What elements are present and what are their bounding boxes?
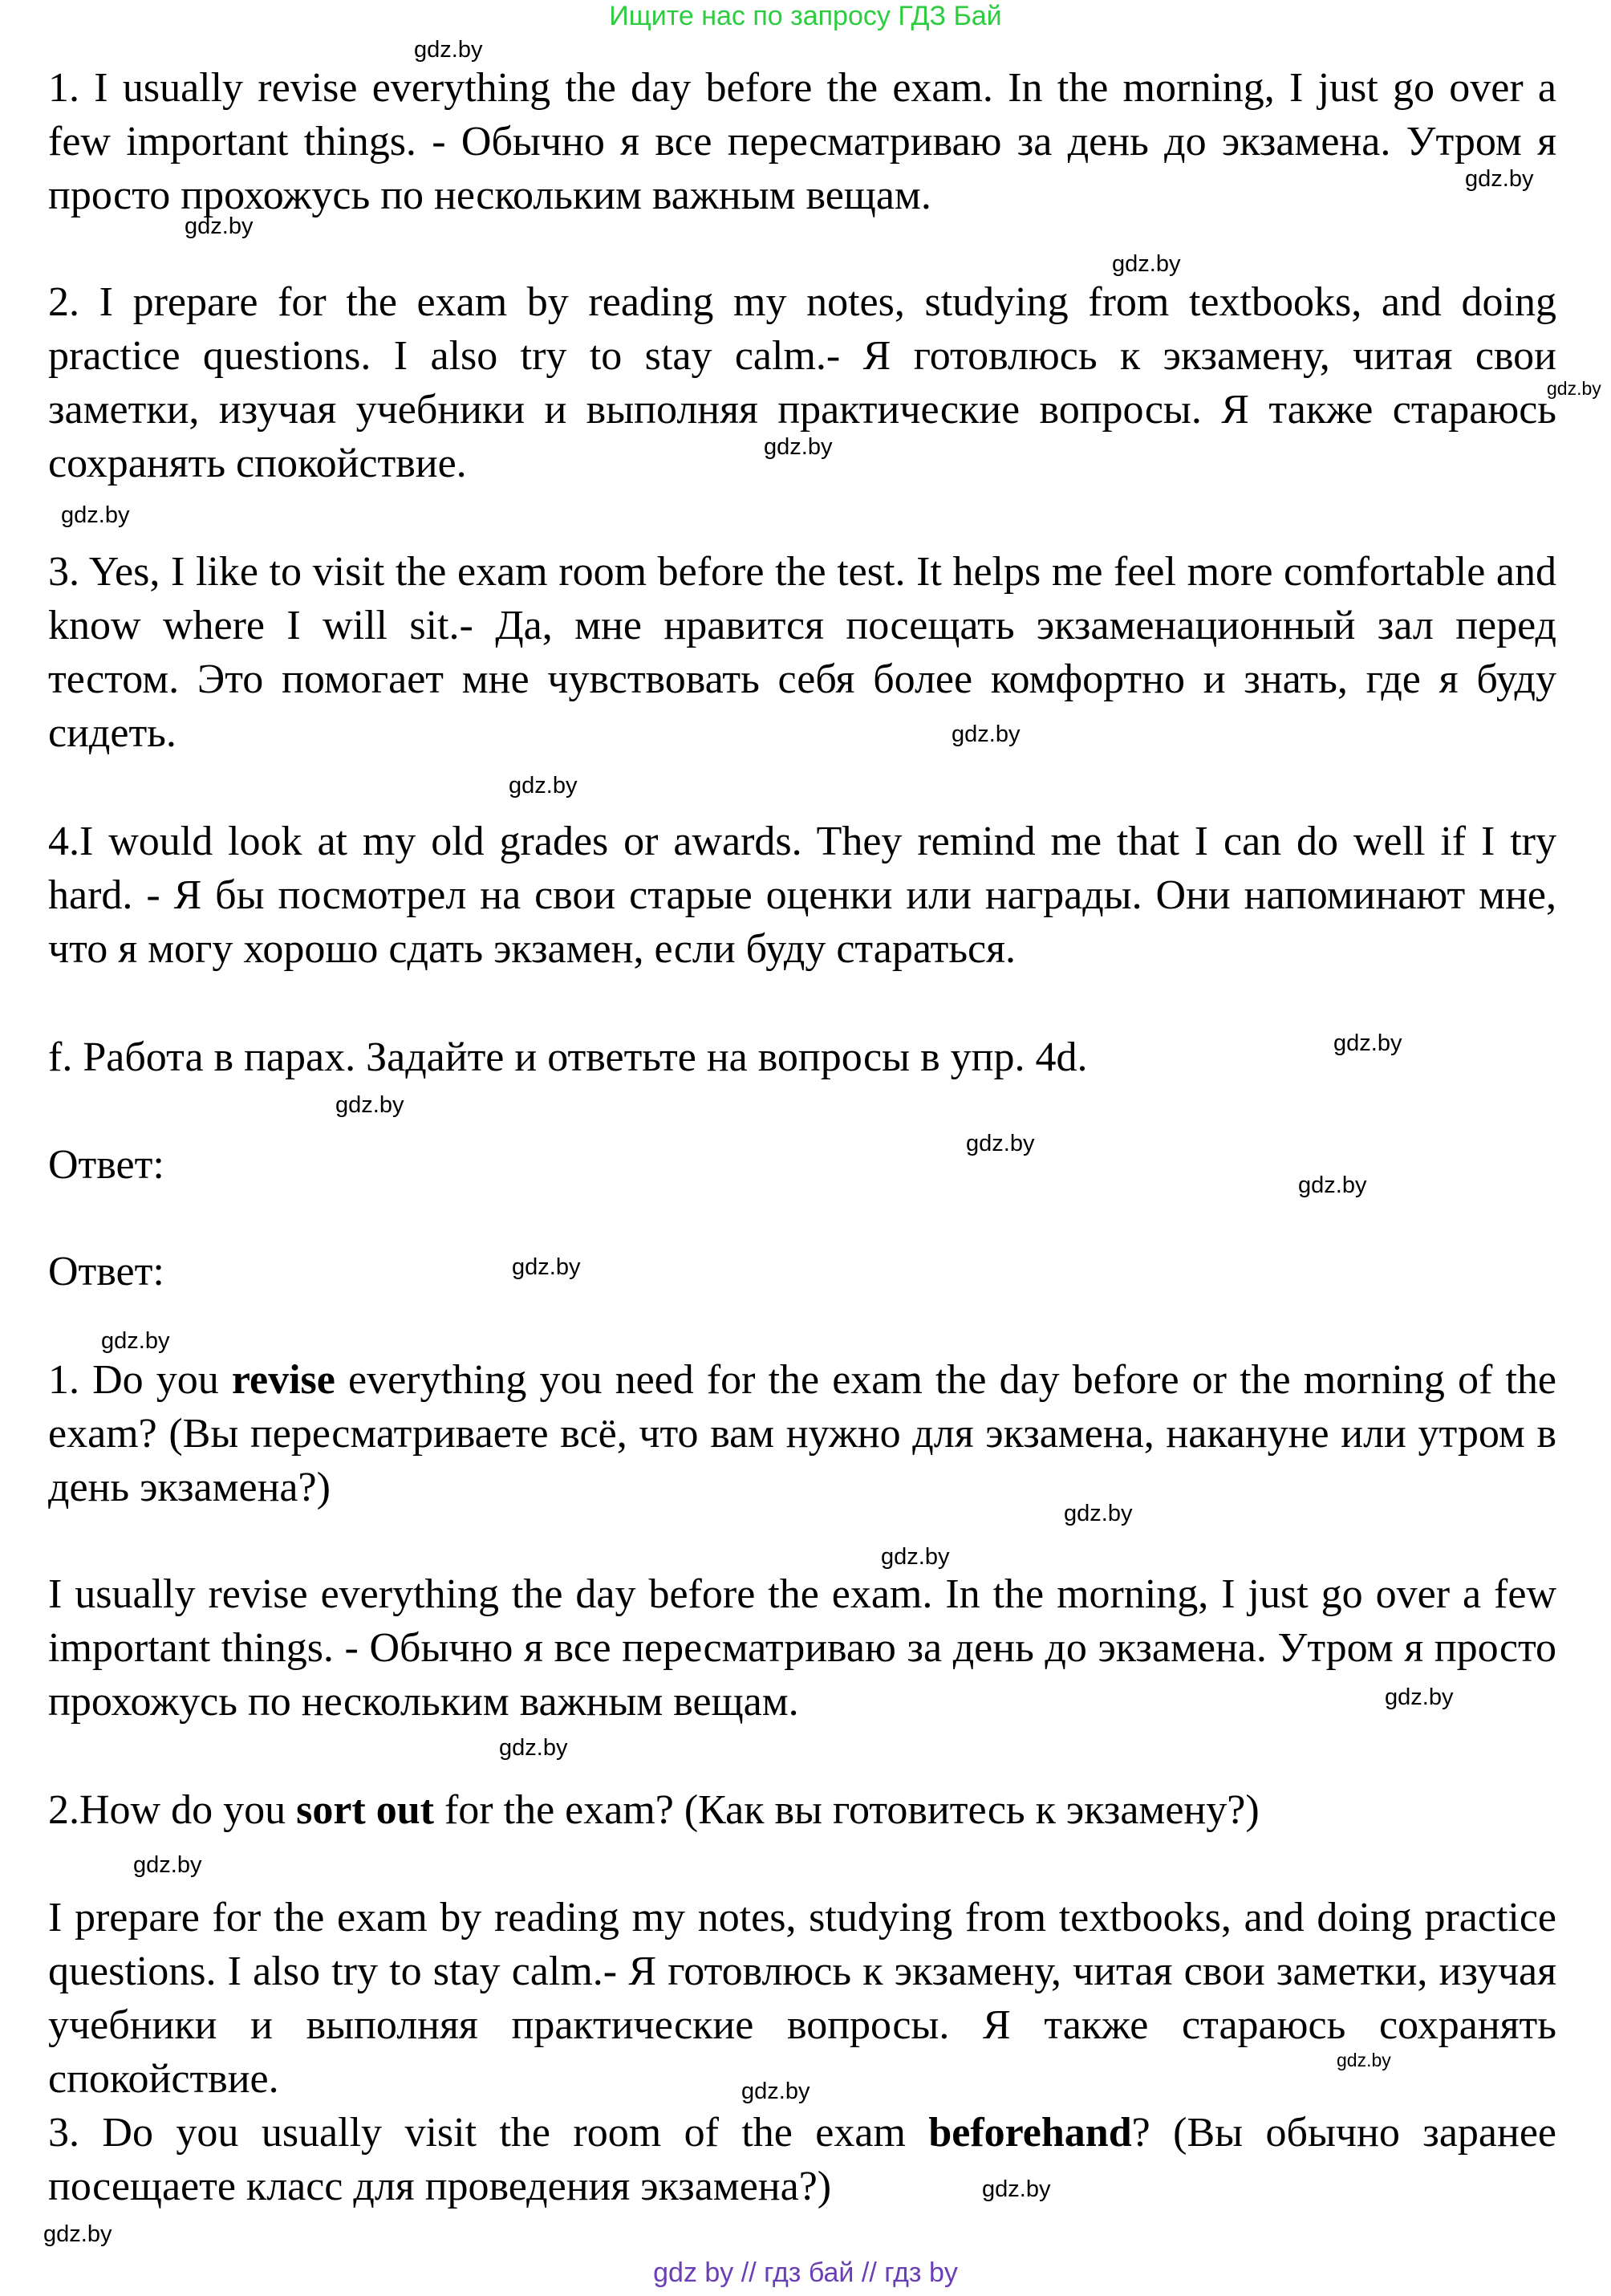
answer-paragraph-2: 2. I prepare for the exam by reading my notes, studying from textbooks, and doing practice questions. I also try to stay calm.- Я готовлюсь к экзамену, читая свои заметки, изучая учебники и выполняя практические вопросы. Я также стараюсь сохранять спокойствие.: [48, 279, 1556, 486]
question-text: 2.How do you: [48, 1787, 297, 1833]
watermark: gdz.by: [1547, 378, 1601, 399]
watermark: gdz.by: [881, 1544, 950, 1570]
watermark: gdz.by: [512, 1254, 581, 1280]
answer-paragraph-1: 1. I usually revise everything the day before the exam. In the morning, I just go over a few important things. - Обычно я все пересматриваю за день до экзамена. Утром я просто прохожусь по нескольким важным вещам.: [48, 65, 1556, 218]
watermark: gdz.by: [952, 721, 1021, 747]
watermark: gdz.by: [43, 2221, 112, 2247]
task-f-heading: f. Работа в парах. Задайте и ответьте на вопросы в упр. 4d.: [48, 1034, 1088, 1080]
question-1: [48, 1353, 1556, 1514]
answer-1: I usually revise everything the day before the exam. In the morning, I just go over a few important things. - Обычно я все пересматриваю за день до экзамена. Утром я просто прохожусь по нескольким важным вещам.: [48, 1571, 1556, 1725]
watermark: gdz.by: [1465, 166, 1534, 192]
watermark: gdz.by: [1337, 2050, 1391, 2070]
question-text: 3. Do you usually visit the room of the exam: [48, 2110, 929, 2156]
answer-2: I prepare for the exam by reading my notes, studying from textbooks, and doing practice questions. I also try to stay calm.- Я готовлюсь к экзамену, читая свои заметки, изучая учебники и выполняя практические вопросы. Я также стараюсь сохранять спокойствие.: [48, 1895, 1556, 2102]
answer-paragraph-3: 3. Yes, I like to visit the exam room before the test. It helps me feel more comfortable and know where I will sit.- Да, мне нравится посещать экзаменационный зал перед тестом. Это помогает мне чувствовать себя более комфортно и знать, где я буду сидеть.: [48, 549, 1556, 756]
question-keyword: beforehand: [928, 2110, 1132, 2156]
answer-paragraph-4: 4.I would look at my old grades or awards. They remind me that I can do well if I try hard. - Я бы посмотрел на свои старые оценки или награды. Они напоминают мне, что я могу хорошо сдать экзамен, если буду стараться.: [48, 819, 1556, 972]
question-text: for the exam? (Как вы готовитесь к экзамену?): [433, 1787, 1260, 1833]
watermark: gdz.by: [1385, 1684, 1454, 1710]
question-keyword: sort out: [296, 1787, 434, 1833]
answer-label: Ответ:: [48, 1142, 164, 1188]
watermark: gdz.by: [1112, 251, 1181, 277]
watermark: gdz.by: [414, 37, 483, 63]
watermark: gdz.by: [335, 1092, 404, 1118]
watermark: gdz.by: [185, 213, 254, 239]
question-keyword: revise: [231, 1357, 335, 1403]
watermark: gdz.by: [101, 1328, 170, 1354]
watermark: gdz.by: [499, 1735, 568, 1761]
watermark: gdz.by: [982, 2176, 1051, 2202]
watermark: gdz.by: [966, 1131, 1035, 1156]
watermark: gdz.by: [509, 773, 578, 799]
search-banner[interactable]: Ищите нас по запросу ГДЗ Бай: [609, 1, 1002, 31]
question-3: [48, 2106, 1556, 2213]
watermark: gdz.by: [61, 502, 130, 528]
answer-label: Ответ:: [48, 1249, 164, 1294]
watermark: gdz.by: [1298, 1172, 1367, 1198]
footer-links[interactable]: gdz by // гдз бай // гдз by: [653, 2257, 958, 2288]
watermark: gdz.by: [1064, 1501, 1133, 1526]
watermark: gdz.by: [741, 2079, 810, 2104]
watermark: gdz.by: [133, 1852, 202, 1878]
watermark: gdz.by: [1333, 1030, 1402, 1056]
watermark: gdz.by: [764, 434, 833, 460]
question-2: [48, 1783, 1556, 1837]
question-text: ? (Вы обычно заранее посещаете класс для проведения экзамена?): [48, 2110, 1556, 2209]
question-text: everything you need for the exam the day before or the morning of the exam? (Вы пересматриваете всё, что вам нужно для экзамена, накануне или утром в день экзамена?): [48, 1357, 1556, 1510]
question-text: 1. Do you: [48, 1357, 232, 1403]
